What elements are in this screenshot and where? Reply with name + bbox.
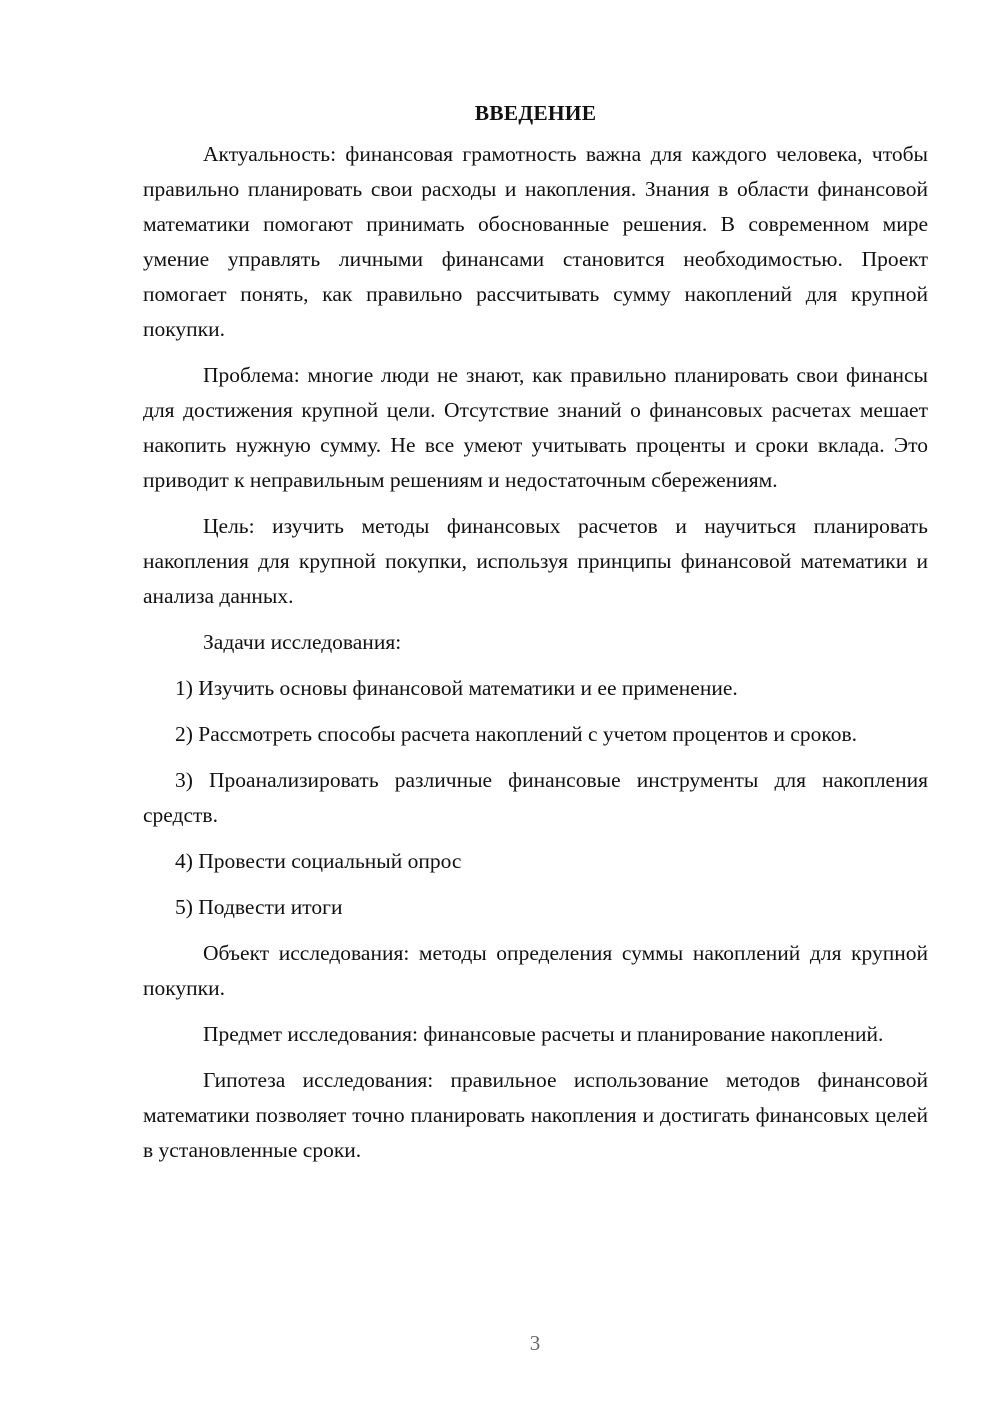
paragraph-subject: Предмет исследования: финансовые расчеты и планирование накоплений. [203,1022,884,1046]
task-item: 4) Провести социальный опрос [175,849,462,873]
section-title: ВВЕДЕНИЕ [474,101,597,125]
paragraph-relevance: Актуальность: финансовая грамотность важна для каждого человека, чтобы правильно планировать свои расходы и накопления. Знания в области финансовой математики помогают принимать обоснованные решения. В современном мире умение управлять личными финансами становится необходимостью. Проект помогает понять, как правильно рассчитывать сумму накоплений для крупной покупки. [143,142,928,341]
task-item: 1) Изучить основы финансовой математики и ее применение. [175,676,738,700]
task-item: 2) Рассмотреть способы расчета накоплений с учетом процентов и сроков. [175,722,857,746]
paragraph-goal: Цель: изучить методы финансовых расчетов и научиться планировать накопления для крупной покупки, используя принципы финансовой математики и анализа данных. [143,514,928,608]
paragraph-hypothesis: Гипотеза исследования: правильное использование методов финансовой математики позволяет точно планировать накопления и достигать финансовых целей в установленные сроки. [143,1068,928,1162]
task-item: 3) Проанализировать различные финансовые инструменты для накопления средств. [143,768,928,827]
paragraph-problem: Проблема: многие люди не знают, как правильно планировать свои финансы для достижения крупной цели. Отсутствие знаний о финансовых расчетах мешает накопить нужную сумму. Не все умеют учитывать проценты и сроки вклада. Это приводит к неправильным решениям и недостаточным сбережениям. [143,363,928,492]
paragraph-tasks-heading: Задачи исследования: [203,630,402,654]
task-item: 5) Подвести итоги [175,895,343,919]
page-content [143,96,928,1168]
page-number: 3 [529,1331,541,1355]
paragraph-object: Объект исследования: методы определения суммы накоплений для крупной покупки. [143,941,928,1000]
